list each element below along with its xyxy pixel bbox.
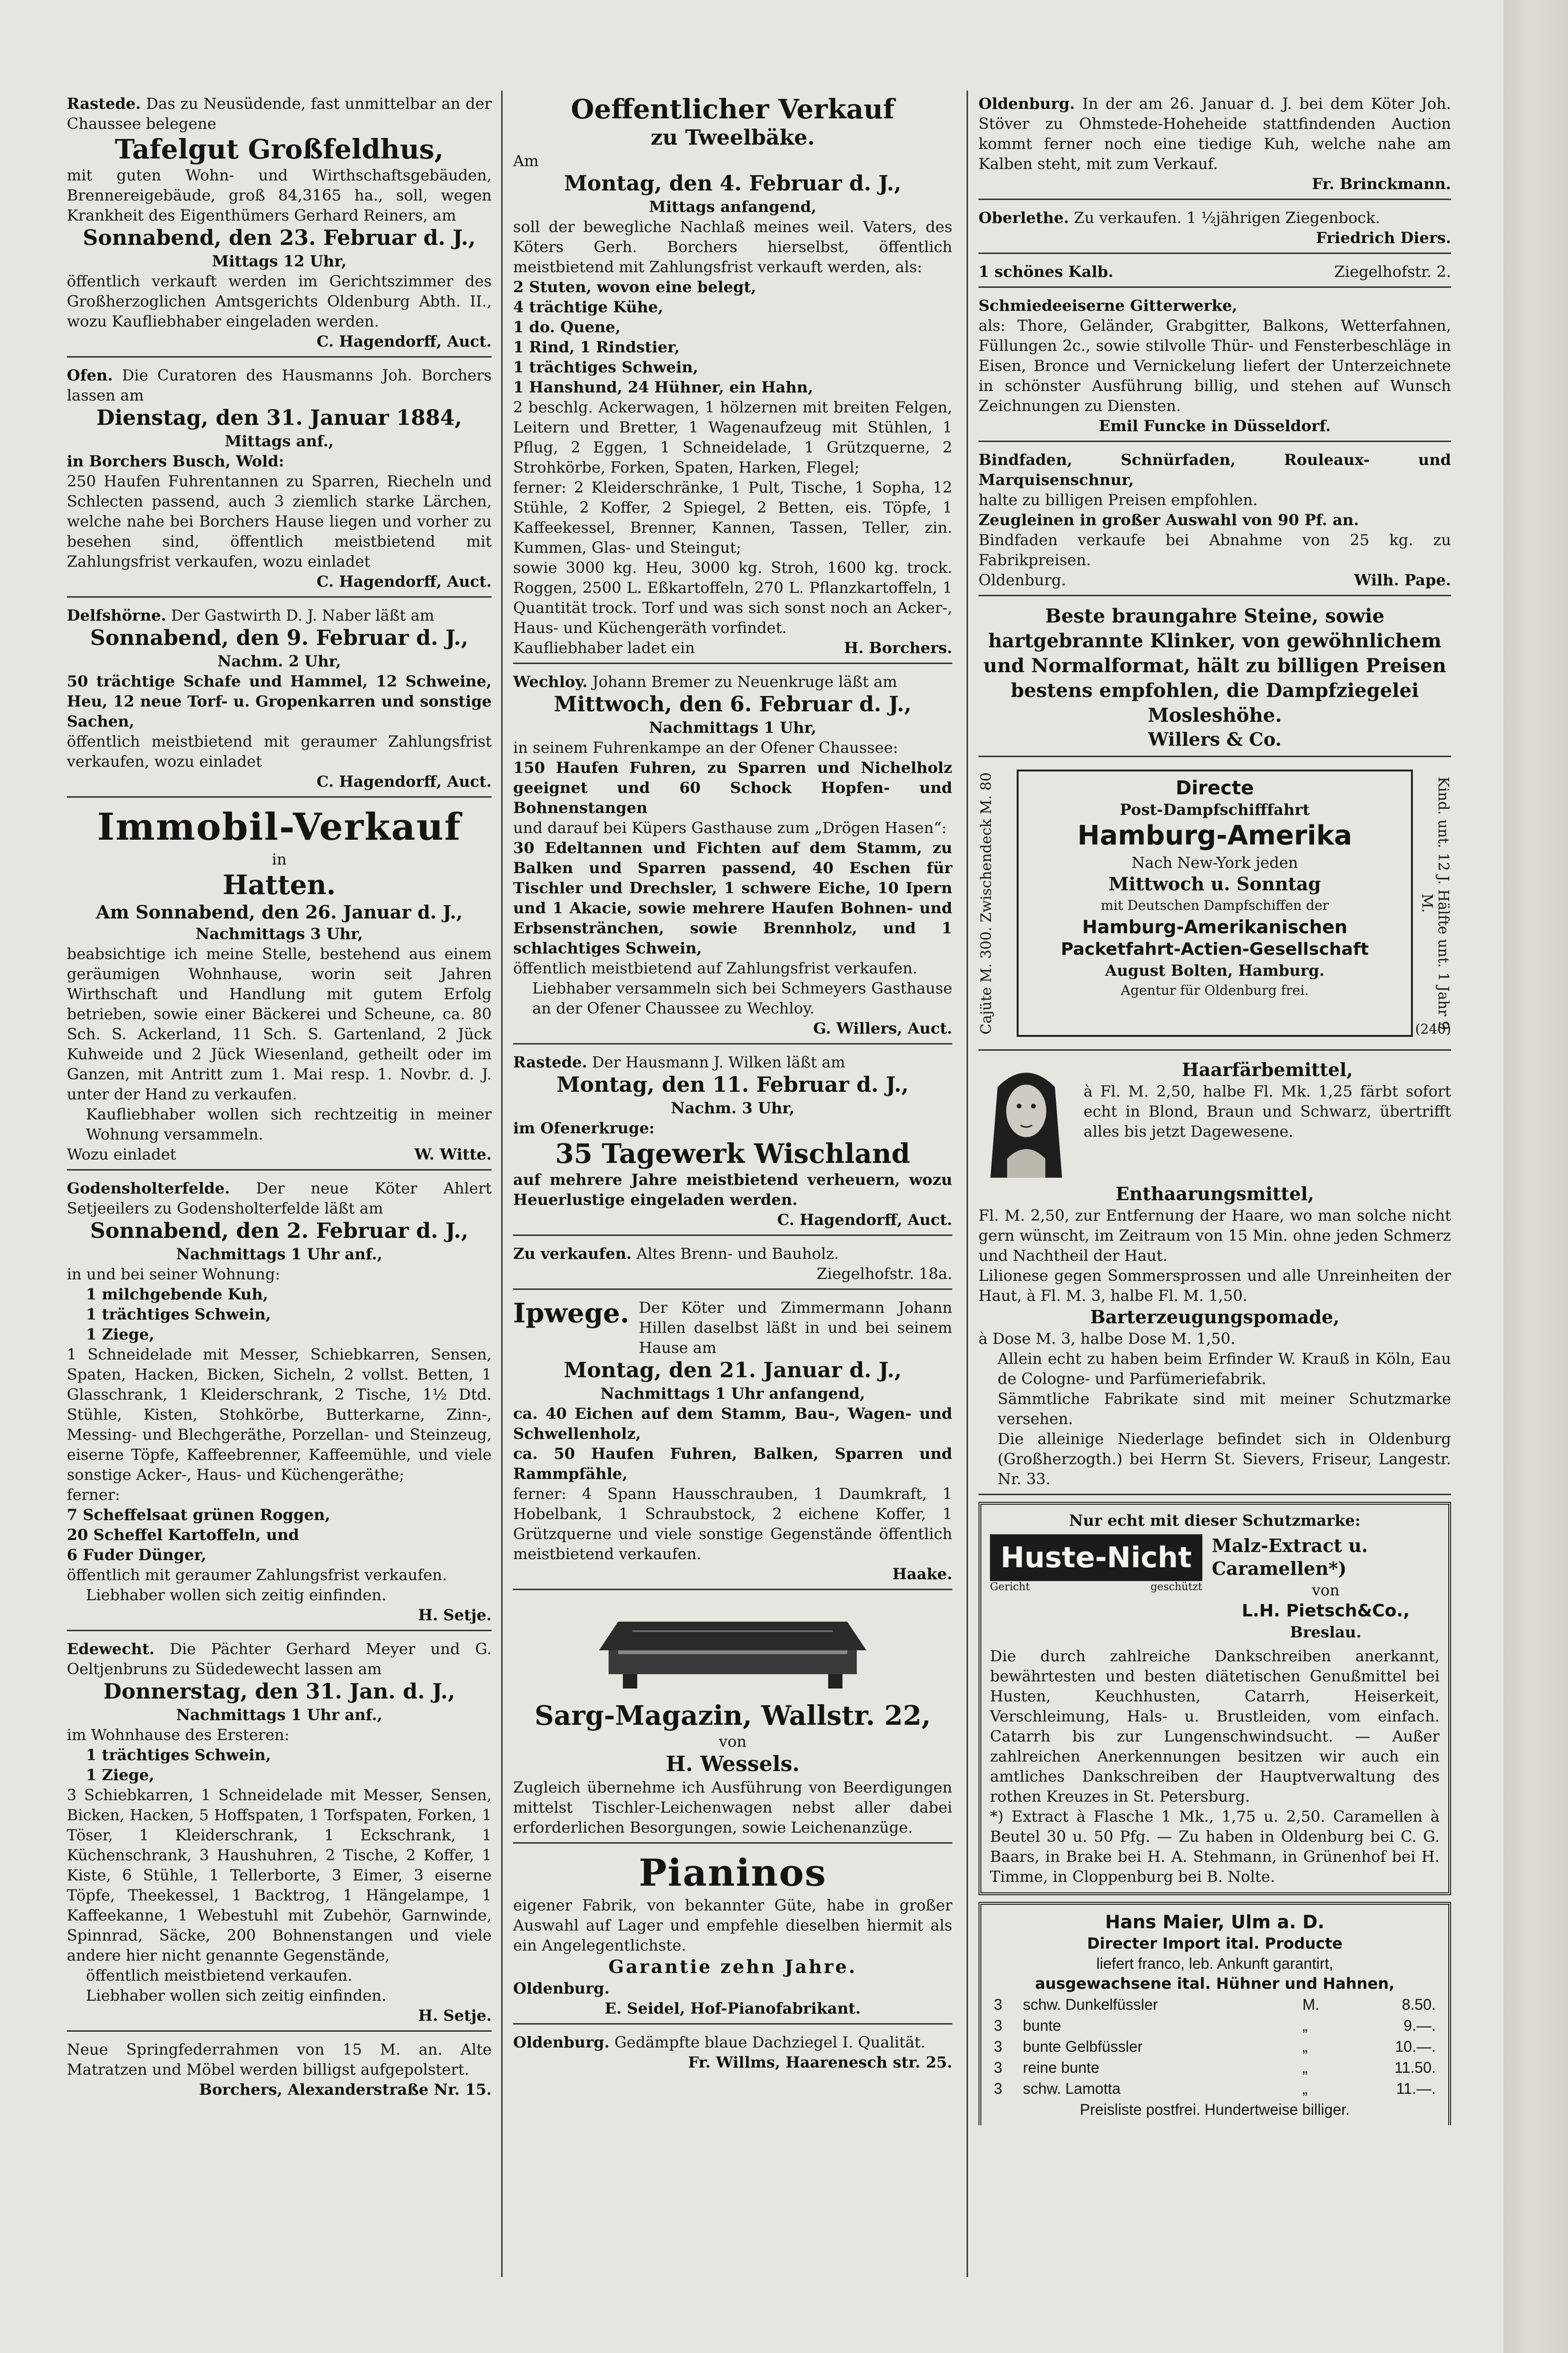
ad-steine — [979, 601, 1451, 757]
ad-lead: Oldenburg. — [979, 95, 1075, 113]
brand-logo: Huste-Nicht — [990, 1534, 1202, 1581]
auction-time: Mittags anf., — [224, 432, 334, 450]
ad-lead: Edewecht. — [67, 1640, 155, 1658]
ad-title: Immobil-Verkauf — [97, 805, 462, 849]
ad-kalb — [979, 259, 1451, 288]
ad-text: 250 Haufen Fuhrentannen zu Sparren, Riecheln und Schlecten passend, auch 3 ziemlich starke Lärchen, welche nahe bei Borchers Hause liegen und vorher zu besehen sind, öffentlich meistbietend mit Zahlungsfrist verkaufen, wozu einladet — [67, 472, 492, 570]
ad-text: Das zu Neusüdende, fast unmittelbar an der Chaussee belegene — [67, 95, 492, 133]
ad-text: 1 schönes Kalb. — [979, 263, 1114, 281]
ad-text: Die Curatoren des Hausmanns Joh. Borchers lassen am — [67, 366, 492, 404]
ad-text: Liebhaber wollen sich zeitig einfinden. — [86, 1986, 387, 2005]
ad-huste-nicht — [979, 1502, 1451, 1895]
ad-springfeder — [67, 2036, 492, 2104]
auction-place: in Borchers Busch, Wold: — [67, 452, 284, 470]
ad-text: soll der bewegliche Nachlaß meines weil. Vaters, des Köters Gerh. Borchers hierselbst, öffentlich meistbietend mit Zahlungsfrist verkauft werden, als: — [513, 218, 952, 276]
ad-tweelbaeke — [513, 91, 952, 664]
ad-signature: H. Setje. — [418, 2006, 492, 2025]
ad-text: Der neue Köter Ahlert Setjeeilers zu Godensholterfelde läßt am — [67, 1179, 492, 1217]
ad-zu-verkaufen — [513, 1241, 952, 1290]
auction-time: Nachm. 3 Uhr, — [671, 1099, 795, 1117]
auction-date: Am Sonnabend, den 26. Januar d. J., — [95, 901, 463, 923]
ad-text: öffentlich meistbietend mit geraumer Zahlungsfrist verkaufen, wozu einladet — [67, 732, 492, 770]
ad-text: 150 Haufen Fuhren, zu Sparren und Nichelholz geeignet und 60 Schock Hopfen- und Bohnenstangen — [513, 759, 952, 817]
ad-text: als: Thore, Geländer, Grabgitter, Balkons, Wetterfahnen, Füllungen 2c., sowie stilvolle Thür- und Fensterbeschläge in Eisen, Bronce und Vernickelung liefert der Unterzeichnete in schönster Ausführung billig, und stehen auf Wunsch Zeichnungen zu Diensten. — [979, 317, 1451, 415]
auction-date: Montag, den 11. Februar d. J., — [557, 1073, 909, 1097]
ad-city: Breslau. — [1290, 1623, 1362, 1641]
ad-hamburg-amerika — [979, 762, 1451, 1051]
ad-text: à Fl. M. 2,50, halbe Fl. Mk. 1,25 färbt sofort echt in Blond, Braun und Schwarz, übertrifft alles bis jetzt Dagewesene. — [1084, 1082, 1451, 1140]
list-item: 1 Ziege, — [86, 1766, 155, 1784]
ad-signature: C. Hagendorff, Auct. — [316, 572, 492, 591]
ad-signature: E. Seidel, Hof-Pianofabrikant. — [604, 1999, 861, 2017]
ad-text: Kaufliebhaber ladet ein — [513, 639, 695, 657]
ad-oldenburg-stoever — [979, 91, 1451, 200]
ad-signature: Emil Funcke in Düsseldorf. — [1098, 417, 1331, 435]
auction-time: Nachmittags 1 Uhr anf., — [176, 1245, 383, 1263]
ad-text: Directe — [1176, 777, 1254, 799]
ad-text: Der Gastwirth D. J. Naber läßt am — [171, 606, 434, 624]
ad-signature: C. Hagendorff, Auct. — [316, 332, 492, 350]
ad-text: Die durch zahlreiche Dankschreiben anerkannt, bewährtesten und besten diätetischen Genußmittel bei Husten, Keuchhusten, Catarrh, Heiserkeit, Verschleimung, Hals- u. Brustleiden, vom einfach. Catarrh bis zur Lungenschwindsucht. — Außer zahlreichen Anerkennungen besitzen wir auch ein amtliches Dankschreiben der Hauptverwaltung des rothen Kreuzes in St. Petersburg. — [990, 1647, 1440, 1805]
coffin-icon — [589, 1603, 876, 1693]
ad-text: ausgewachsene ital. Hühner und Hahnen, — [1035, 1974, 1395, 1993]
auction-time: Nachmittags 1 Uhr, — [649, 718, 817, 737]
woman-portrait-icon — [979, 1058, 1074, 1182]
list-item: 1 trächtiges Schwein, — [86, 1746, 271, 1764]
ad-oberlethe — [979, 205, 1451, 254]
auction-date: Montag, den 4. Februar d. J., — [564, 171, 902, 196]
ad-text: ferner: 4 Spann Hausschrauben, 1 Daumkraft, 1 Hobelbank, 1 Schraubstock, 2 eichene Koffer, 1 Grützquerne und viele sonstige Gegenstände öffentlich meistbietend verkaufen. — [513, 1485, 952, 1563]
ad-title: Enthaarungsmittel, — [1115, 1183, 1314, 1204]
ad-edewecht — [67, 1636, 492, 2032]
ad-text: Wozu einladet — [67, 1145, 176, 1163]
ad-city: Oldenburg. — [513, 1979, 610, 1997]
fare-note: Cajüte M. 300. Zwischendeck M. 80 — [978, 772, 995, 1034]
ad-text: Liebhaber wollen sich zeitig einfinden. — [86, 1586, 387, 1604]
ad-text: 1 Schneidelade mit Messer, Schiebkarren, Sensen, Spaten, Hacken, Bicken, Sicheln, 2 vollst. Betten, 1 Glasschrank, 1 Kleiderschrank, 2 Tische, 1½ Dtd. Stühle, Kisten, Stohkörbe, Butterkarne, Zinn-, Messing- und Blechgeräthe, Porzellan- und Steinzeug, eiserne Töpfe, Kaffeebrenner, Kaffeemühle, und viele sonstige Acker-, Haus- und Küchengeräthe; — [67, 1345, 492, 1484]
list-item: 1 Hanshund, 24 Hühner, ein Hahn, — [513, 378, 813, 396]
ad-subtitle: zu Tweelbäke. — [651, 126, 815, 150]
ad-delfshoerne — [67, 602, 492, 798]
ad-text: Der Hausmann J. Wilken läßt am — [592, 1053, 845, 1071]
auction-date: Sonnabend, den 9. Februar d. J., — [90, 626, 469, 650]
ad-text: sowie 3000 kg. Heu, 3000 kg. Stroh, 1600 kg. trock. Roggen, 2500 L. Eßkartoffeln, 270 L. Pflanzkartoffeln, 1 Quantität trock. Torf und was sich sonst noch an Acker-, Haus- und Küchengeräth vorfindet. — [513, 559, 952, 637]
table-row: 3 bunte Gelbfüssler „ 10.—. — [994, 2038, 1436, 2055]
ad-text: Zu verkaufen. 1 ½jährigen Ziegenbock. — [1073, 209, 1380, 227]
auction-date: Sonnabend, den 2. Februar d. J., — [90, 1219, 469, 1243]
table-row: 3 schw. Lamotta „ 11.—. — [994, 2080, 1436, 2097]
ad-firm: L.H. Pietsch&Co., — [1242, 1601, 1410, 1621]
auction-date: Sonnabend, den 23. Februar d. J., — [83, 226, 476, 250]
ad-text: Neue Springfederrahmen von 15 M. an. Alte Matratzen und Möbel werden billigst aufgepolstert. — [67, 2040, 492, 2079]
ad-signature: W. Witte. — [414, 1145, 492, 1163]
auction-time: Nachmittags 1 Uhr anfangend, — [600, 1384, 865, 1403]
ad-firm: H. Wessels. — [665, 1752, 800, 1776]
ad-tafelgut — [67, 91, 492, 358]
ad-text: Gedämpfte blaue Dachziegel I. Qualität. — [614, 2033, 926, 2051]
ad-text: öffentlich meistbietend verkaufen. — [86, 1966, 353, 1984]
ad-text: auf mehrere Jahre meistbietend verheuern, wozu Heuerlustige eingeladen werden. — [513, 1171, 952, 1209]
ad-text: Lilionese gegen Sommersprossen und alle Unreinheiten der Haut, à Fl. M. 3, halbe Fl. M. 1,50. — [979, 1266, 1451, 1305]
ad-text: öffentlich meistbietend auf Zahlungsfrist verkaufen. — [513, 959, 917, 977]
ad-text: von — [1312, 1581, 1340, 1599]
ad-text: Die alleinige Niederlage befindet sich in Oldenburg (Großherzogth.) bei Herrn St. Sievers, Friseur, Langestr. Nr. 33. — [998, 1430, 1451, 1488]
list-item: 1 trächtiges Schwein, — [86, 1305, 271, 1323]
ad-lead: Ipwege. — [513, 1298, 630, 1329]
ad-text: liefert franco, leb. Ankunft garantirt, — [1096, 1955, 1334, 1972]
ad-signature: Wilh. Pape. — [1354, 571, 1451, 589]
ad-lead: Zu verkaufen. — [513, 1245, 632, 1263]
logo-caption: geschützt — [1150, 1581, 1202, 1593]
price-table — [990, 1994, 1440, 2100]
ad-signature: Fr. Brinckmann. — [1312, 175, 1451, 193]
list-item: 6 Fuder Dünger, — [67, 1546, 207, 1564]
ad-text: Mittwoch u. Sonntag — [1108, 873, 1321, 895]
ad-text: Allein echt zu haben beim Erfinder W. Krauß in Köln, Eau de Cologne- und Parfümeriefabrik. — [998, 1350, 1451, 1388]
ad-guarantee: Garantie zehn Jahre. — [608, 1956, 857, 1977]
ad-text: mit Deutschen Dampfschiffen der — [1101, 897, 1329, 913]
ad-godensholterfelde — [67, 1175, 492, 1631]
ad-sarg-magazin — [513, 1595, 952, 1844]
list-item: 4 trächtige Kühe, — [513, 298, 663, 316]
ad-text: beabsichtige ich meine Stelle, bestehend aus einem geräumigen Wohnhause, worin seit Jahren Wirthschaft und Handlung mit gutem Erfolg betrieben, sowie einer Bäckerei und Scheune, ca. 80 Sch. S. Ackerland, 11 Sch. S. Gartenland, 2 Jück Kuhweide und 2 Jück Wiesenland, getheilt oder im Ganzen, mit Antritt zum 1. Mai resp. 1. Novbr. d. J. unter der Hand zu verkaufen. — [67, 945, 492, 1103]
auction-time: Nachm. 2 Uhr, — [217, 652, 341, 670]
auction-time: Nachmittags 1 Uhr anf., — [176, 1706, 383, 1724]
auction-date: Montag, den 21. Januar d. J., — [564, 1358, 902, 1382]
ad-signature: Friedrich Diers. — [1315, 229, 1451, 247]
ad-text: in seinem Fuhrenkampe an der Ofener Chaussee: — [513, 739, 898, 757]
auction-time: Nachmittags 3 Uhr, — [195, 925, 363, 943]
ad-title: Sarg-Magazin, Wallstr. 22, — [534, 1700, 931, 1731]
ad-city: Oldenburg. — [979, 571, 1066, 589]
ad-text: Nur echt mit dieser Schutzmarke: — [1069, 1511, 1361, 1530]
ad-text: ferner: 2 Kleiderschränke, 1 Pult, Tische, 1 Sopha, 12 Stühle, 2 Koffer, 2 Spiegel, 2 Betten, eis. Töpfe, 1 Kaffeekessel, Brenner, Kannen, Tassen, Teller, zin. Kummen, Glas- und Steingut; — [513, 478, 952, 557]
ad-text: Hamburg-Amerikanischen — [1082, 917, 1347, 938]
fare-note: Kind. unt. 12 J. Hälfte unt. 1 Jahr 9 M. — [1419, 776, 1452, 1030]
ad-title: Malz-Extract u. Caramellen*) — [1211, 1535, 1368, 1579]
ad-title: Schmiedeeiserne Gitterwerke, — [979, 296, 1238, 315]
list-item: 7 Scheffelsaat grünen Roggen, — [67, 1506, 330, 1524]
ad-signature: C. Hagendorff, Auct. — [316, 772, 492, 791]
table-row: 3 reine bunte „ 11.50. — [994, 2059, 1436, 2076]
ad-signature: Ziegelhofstr. 18a. — [816, 1265, 952, 1283]
ad-lead: Rastede. — [67, 95, 141, 113]
ad-text: Preisliste postfrei. Hundertweise billiger. — [1080, 2101, 1350, 2118]
ad-signature: Borchers, Alexanderstraße Nr. 15. — [199, 2080, 492, 2099]
ad-text: mit guten Wohn- und Wirthschaftsgebäuden, Brennereigebäude, groß 84,3165 ha., soll, wegen Krankheit des Eigenthümers Gerhard Reiners, am — [67, 166, 492, 224]
list-item: 1 Rind, 1 Rindstier, — [513, 338, 680, 356]
ad-text: *) Extract à Flasche 1 Mk., 1,75 u. 2,50. Caramellen à Beutel 30 u. 50 Pfg. — Zu haben in Oldenburg bei C. G. Baars, in Brake bei H. A. Stehmann, in Grünenhof bei H. Timme, in Cloppenburg bei B. Nolte. — [990, 1807, 1440, 1886]
ad-signature: H. Borchers. — [844, 639, 952, 657]
page-edge — [1504, 0, 1568, 2353]
ad-title: Tafelgut Großfeldhus, — [115, 134, 444, 165]
ad-text: eigener Fabrik, von bekannter Güte, habe in großer Auswahl auf Lager und empfehle dieselben hiermit als ein Angelegentlichste. — [513, 1896, 952, 1954]
ad-text: Am — [513, 152, 539, 170]
ad-lead: Delfshörne. — [67, 606, 167, 624]
list-item: 1 do. Quene, — [513, 318, 621, 336]
ad-text: von — [719, 1732, 747, 1751]
ad-signature: H. Setje. — [418, 1606, 492, 1624]
ad-text: Beste braungahre Steine, sowie hartgebrannte Klinker, von gewöhnlichem und Normalformat, hält zu billigen Preisen bestens empfohlen, die Dampfziegelei Mosleshöhe. — [983, 605, 1446, 727]
ad-gitterwerke — [979, 293, 1451, 442]
ad-text: im Ofenerkruge: — [513, 1119, 655, 1137]
ad-text: Johann Bremer zu Neuenkruge läßt am — [592, 673, 897, 691]
list-item: 1 trächtiges Schwein, — [513, 358, 698, 376]
table-row: 3 schw. Dunkelfüssler M. 8.50. — [994, 1996, 1436, 2013]
ad-signature: C. Hagendorff, Auct. — [777, 1211, 952, 1229]
list-item: 2 Stuten, wovon eine belegt, — [513, 278, 757, 296]
ad-text: Post-Dampfschifffahrt — [1120, 801, 1310, 819]
coffin-illustration — [513, 1598, 952, 1700]
ad-lead: Oldenburg. — [513, 2033, 610, 2051]
ad-signature: Ziegelhofstr. 2. — [1334, 263, 1451, 281]
ad-text: Nach New-York jeden — [1131, 854, 1298, 872]
ad-text: Zugleich übernehme ich Ausführung von Beerdigungen mittelst Tischler-Leichenwagen nebst aller dabei erforderlichen Besorgungen, sowie Leichenanzüge. — [513, 1778, 952, 1836]
ad-text: in — [272, 850, 287, 868]
ad-place: Hatten. — [222, 869, 336, 901]
ad-text: à Dose M. 3, halbe Dose M. 1,50. — [979, 1329, 1236, 1348]
ad-signature: Fr. Willms, Haarenesch str. 25. — [688, 2053, 952, 2071]
ad-text: Liebhaber versammeln sich bei Schmeyers Gasthause an der Ofener Chaussee zu Wechloy. — [532, 979, 952, 1017]
ad-text: Der Köter und Zimmermann Johann Hillen daselbst läßt in und bei seinem Hause am — [639, 1298, 952, 1357]
ad-text: Zeugleinen in großer Auswahl von 90 Pf. an. — [979, 511, 1359, 529]
ad-text: 3 Schiebkarren, 1 Schneidelade mit Messer, Sensen, Bicken, Hacken, 5 Hoffspaten, 1 Torfspaten, Forken, 1 Töser, 1 Kleiderschrank, 1 Eckschrank, 1 Küchenschrank, 3 Haushuhren, 2 Tische, 2 Koffer, 1 Kiste, 6 Stühle, 1 Tellerborte, 3 Eimer, 3 eiserne Töpfe, Theekessel, 1 Backtrog, 1 Hängelampe, 1 Kaffeekanne, 1 Webestuhl mit Zubehör, Garnwinde, Spinnrad, Säcke, 200 Bohnenstangen und viele andere hier nicht genannte Gegenstände, — [67, 1786, 492, 1964]
ad-lead: Rastede. — [513, 1053, 588, 1071]
ad-text: öffentlich mit geraumer Zahlungsfrist verkaufen. — [67, 1566, 447, 1584]
ad-text: ferner: — [67, 1486, 120, 1504]
ad-ofen — [67, 362, 492, 598]
ad-text: Packetfahrt-Actien-Gesellschaft — [1061, 939, 1369, 959]
ad-signature: Haake. — [892, 1565, 952, 1583]
ad-bindfaden — [979, 447, 1451, 596]
ad-text: öffentlich verkauft werden im Gerichtszimmer des Großherzoglichen Amtsgerichts Oldenburg Abth. II., wozu Kaufliebhaber eingeladen werden. — [67, 272, 492, 330]
ad-text: August Bolten, Hamburg. — [1105, 961, 1325, 980]
ad-title: Hamburg-Amerika — [1077, 820, 1352, 851]
ad-signature: G. Willers, Auct. — [813, 1019, 952, 1037]
ad-lead: Ofen. — [67, 366, 113, 384]
list-item: 1 milchgebende Kuh, — [86, 1285, 268, 1303]
ad-text: und darauf bei Küpers Gasthause zum „Drögen Hasen“: — [513, 819, 947, 837]
ad-text: Altes Brenn- und Bauholz. — [636, 1245, 839, 1263]
ad-text: Bindfaden verkaufe bei Abnahme von 25 kg. zu Fabrikpreisen. — [979, 531, 1451, 569]
ad-text: ca. 50 Haufen Fuhren, Balken, Sparren und Rammpfähle, — [513, 1445, 952, 1483]
auction-time: Mittags anfangend, — [649, 198, 817, 216]
ad-text: Directer Import ital. Producte — [1087, 1934, 1343, 1952]
ad-wechloy — [513, 669, 952, 1045]
ad-text: Kaufliebhaber wollen sich rechtzeitig in meiner Wohnung versammeln. — [86, 1105, 492, 1143]
column-2 — [513, 91, 952, 2082]
ad-dachziegel — [513, 2029, 952, 2077]
ad-lead: Godensholterfelde. — [67, 1179, 230, 1197]
ad-title: Hans Maier, Ulm a. D. — [1105, 1911, 1325, 1932]
auction-date: Dienstag, den 31. Januar 1884, — [96, 406, 462, 430]
logo-caption: Gericht — [990, 1581, 1030, 1593]
huste-nicht-logo — [990, 1534, 1202, 1593]
ad-title: Barterzeugungspomade, — [1090, 1306, 1340, 1328]
list-item: 1 Ziege, — [86, 1325, 155, 1343]
ad-lead: Wechloy. — [513, 673, 588, 691]
ad-text: Sämmtliche Fabrikate sind mit meiner Schutzmarke versehen. — [998, 1390, 1451, 1428]
ad-text: in und bei seiner Wohnung: — [67, 1265, 281, 1283]
ad-immobil — [67, 802, 492, 1171]
column-1 — [67, 91, 492, 2109]
auction-date: Donnerstag, den 31. Jan. d. J., — [103, 1679, 455, 1704]
ad-text: 30 Edeltannen und Fichten auf dem Stamm, zu Balken und Sparren passend, 40 Eschen für Tischler und Drechsler, 1 schwere Eiche, 10 Ipern und 1 Akacie, sowie mehrere Haufen Bohnen- und Erbsenstränchen, sowie Brennholz, und 1 schlachtiges Schwein, — [513, 839, 952, 957]
ad-signature: Willers & Co. — [1148, 728, 1282, 750]
ad-haarfaerbemittel — [979, 1055, 1451, 1495]
column-rule — [967, 91, 968, 2277]
ad-text: ca. 40 Eichen auf dem Stamm, Bau-, Wagen- und Schwellenholz, — [513, 1404, 952, 1443]
column-3 — [979, 91, 1451, 2130]
ad-number: (240) — [1415, 1021, 1451, 1037]
auction-time: Mittags 12 Uhr, — [212, 252, 347, 270]
ad-text: 50 trächtige Schafe und Hammel, 12 Schweine, Heu, 12 neue Torf- u. Gropenkarren und sonstige Sachen, — [67, 672, 492, 730]
list-item: 20 Scheffel Kartoffeln, und — [67, 1526, 299, 1544]
ad-text: Die Pächter Gerhard Meyer und G. Oeltjenbruns zu Südedewecht lassen am — [67, 1640, 492, 1678]
column-rule — [501, 91, 503, 2277]
ad-ipwege — [513, 1295, 952, 1590]
ad-text: halte zu billigen Preisen empfohlen. — [979, 491, 1258, 509]
ad-rastede-wilken — [513, 1049, 952, 1236]
ad-text: Fl. M. 2,50, zur Entfernung der Haare, wo man solche nicht gern wünscht, im Zeitraum von 15 Min. ohne jeden Schmerz und Nachtheil der Haut. — [979, 1206, 1451, 1265]
ad-text: im Wohnhause des Ersteren: — [67, 1726, 290, 1744]
ad-title: Pianinos — [639, 1851, 827, 1895]
ad-title: Haarfärbemittel, — [1181, 1059, 1353, 1080]
ad-lead: Oberlethe. — [979, 209, 1069, 227]
ad-pianinos — [513, 1848, 952, 2025]
ad-hans-maier — [979, 1902, 1451, 2125]
ad-title: 35 Tagewerk Wischland — [555, 1138, 910, 1170]
table-row: 3 bunte „ 9.—. — [994, 2017, 1436, 2034]
ad-title: Bindfaden, Schnürfaden, Rouleaux- und Marquisenschnur, — [979, 451, 1451, 489]
shipping-box — [1017, 770, 1413, 1037]
ad-title: Oeffentlicher Verkauf — [571, 94, 894, 125]
ad-text: 2 beschlg. Ackerwagen, 1 hölzernen mit breiten Felgen, Leitern und Bretter, 1 Wagenaufzeug mit Stühlen, 1 Pflug, 2 Eggen, 1 Schneidelade, 1 Grützquerne, 2 Strohkörbe, Forken, Spaten, Harken, Flegel; — [513, 398, 952, 476]
ad-text: In der am 26. Januar d. J. bei dem Köter Joh. Stöver zu Ohmstede-Hoheheide stattfindenden Auction kommt ferner noch eine tiedige Kuh, welche nahe am Kalben steht, mit zum Verkauf. — [979, 95, 1451, 173]
ad-text: Agentur für Oldenburg frei. — [1121, 982, 1309, 998]
auction-date: Mittwoch, den 6. Februar d. J., — [554, 692, 912, 717]
